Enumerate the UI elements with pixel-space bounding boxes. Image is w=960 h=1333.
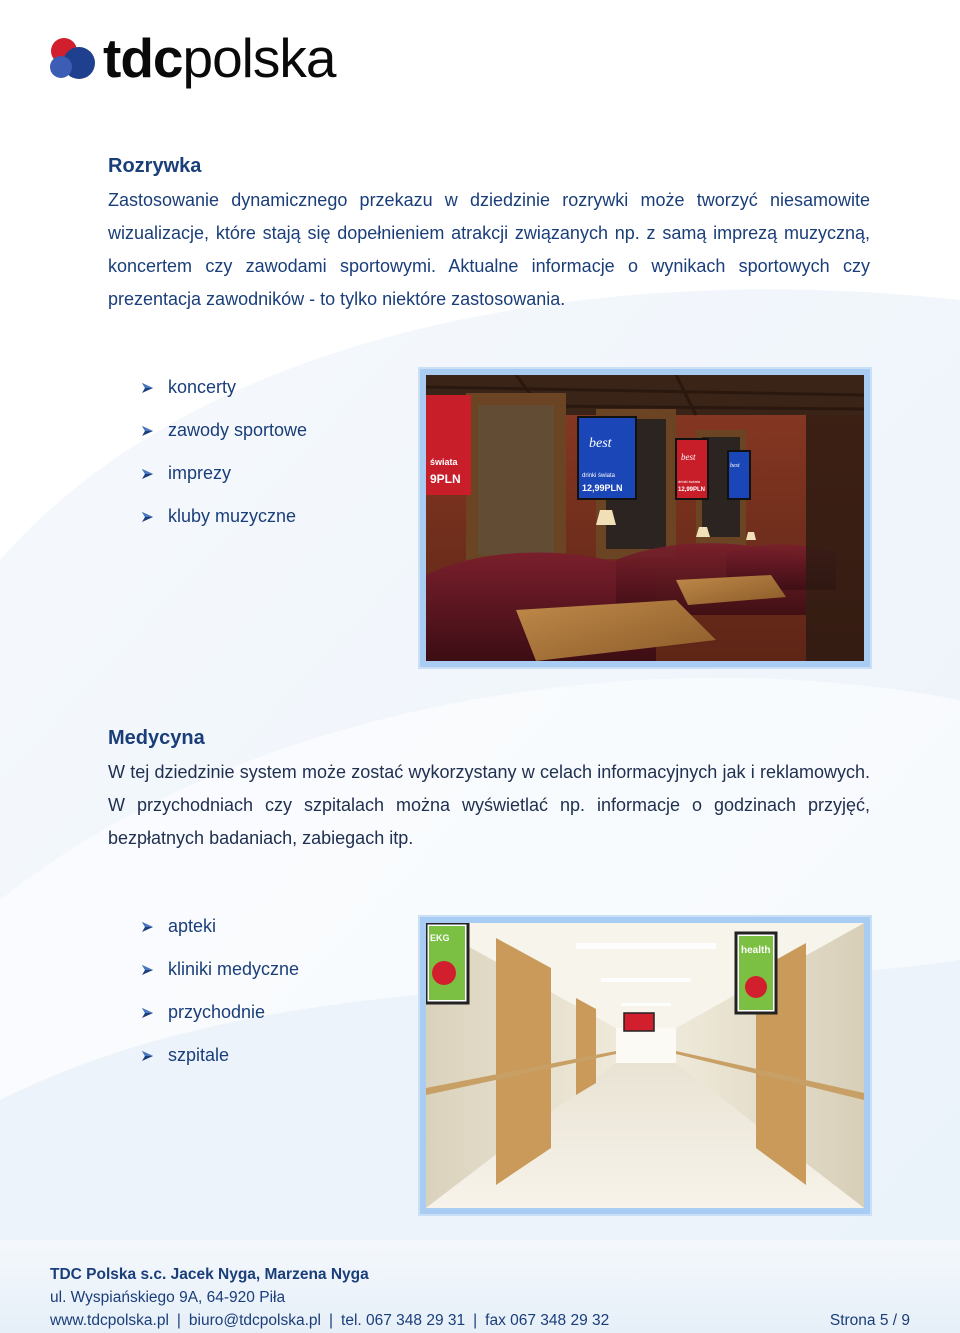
medicine-heading: Medycyna [108,727,205,749]
hospital-corridor-illustration [426,923,864,1208]
screen-text: health [741,945,771,956]
screen-text: best [681,452,696,462]
blue-arrow-bullet-icon [140,1048,156,1064]
fax-number: fax 067 348 29 32 [485,1312,610,1329]
blue-arrow-bullet-icon [140,466,156,482]
restaurant-photo [418,367,872,669]
blue-arrow-bullet-icon [140,919,156,935]
medicine-paragraph: W tej dziedzinie system może zostać wykorzystany w celach informacyjnych jak i reklamowych. W przychodniach czy szpitalach można wyświetlać np. informacje o godzinach przyjęć, bezpłatnych badaniach, zabiegach itp. [108,762,870,848]
screen-text: 12,99PLN [678,487,706,493]
blue-arrow-bullet-icon [140,423,156,439]
medicine-section [108,727,870,855]
company-logo [47,28,335,88]
page-number: Strona 5 / 9 [829,1312,910,1329]
footer-address: ul. Wyspiańskiego 9A, 64-920 Piła [50,1289,286,1306]
blue-arrow-bullet-icon [140,1005,156,1021]
tdc-circles-logo-icon [47,33,97,83]
footer-contacts [50,1312,609,1330]
logo-wordmark: tdcpolska [103,26,336,89]
screen-text: best [730,463,740,469]
footer-contact-line [50,1312,910,1330]
website-link[interactable]: www.tdcpolska.pl [50,1312,169,1329]
screen-text: 12,99PLN [582,483,623,493]
email-link[interactable]: biuro@tdcpolska.pl [188,1312,321,1329]
entertainment-paragraph: Zastosowanie dynamicznego przekazu w dziedzinie rozrywki może tworzyć niesamowite wizualizacje, które stają się dopełnieniem atrakcji związanych np. z samą imprezą muzyczną, koncertem czy zawodami sportowymi. Aktualne informacje o wynikach sportowych czy prezentacja zawodników - to tylko niektóre zastosowania. [108,190,870,309]
blue-arrow-bullet-icon [140,962,156,978]
hospital-photo [418,915,872,1216]
screen-text: świata [430,457,458,467]
screen-text: EKG [430,933,450,943]
list-item: przychodnie [140,991,299,1034]
separator: | [328,1312,334,1329]
phone-number: tel. 067 348 29 31 [341,1312,466,1329]
medicine-bullet-list [140,905,299,1077]
separator: | [473,1312,478,1329]
list-item: kliniki medyczne [140,948,299,991]
list-item: zawody sportowe [140,409,307,452]
list-item: szpitale [140,1034,299,1077]
screen-text: best [589,436,612,451]
blue-arrow-bullet-icon [140,509,156,525]
screen-text: drinki świata [678,479,701,484]
entertainment-bullet-list [140,366,307,538]
list-item: koncerty [140,366,307,409]
entertainment-heading: Rozrywka [108,155,202,177]
separator: | [176,1312,181,1329]
screen-text: drinki świata [582,473,616,479]
restaurant-illustration [426,375,864,661]
footer-company: TDC Polska s.c. Jacek Nyga, Marzena Nyga [50,1266,369,1283]
entertainment-section [108,155,870,316]
list-item: imprezy [140,452,307,495]
list-item: apteki [140,905,299,948]
list-item: kluby muzyczne [140,495,307,538]
blue-arrow-bullet-icon [140,380,156,396]
screen-text: 9PLN [430,472,461,486]
